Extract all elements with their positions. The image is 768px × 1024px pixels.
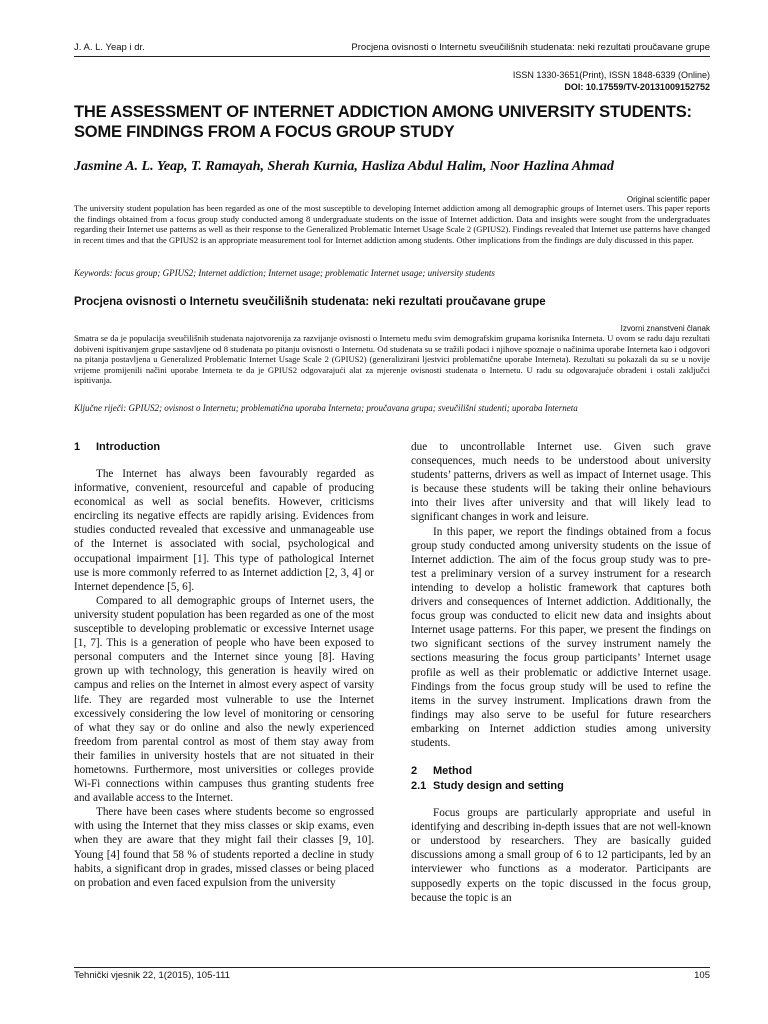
author-list: Jasmine A. L. Yeap, T. Ramayah, Sherah Kurnia, Hasliza Abdul Halim, Noor Hazlina Ahmad xyxy=(74,159,614,174)
paragraph: Focus groups are particularly appropriate and useful in identifying and describing in-depth issues that are not well-known or understood by researchers. They are basically guided discussions among a small group of 6 to 12 participants, led by an interviewer who functions as a moderator. Participants are supposedly experts on the topic discussed in the focus group, because the topic is an xyxy=(411,807,711,904)
paragraph: The Internet has always been favourably regarded as informative, convenient, resourceful and capable of producing economical as well as social benefits. However, criticisms encircling its negative effects are rapidly arising. Evidences from studies conducted revealed that excessive and unmanageable use of the Internet is associated with social, psychological and occupational impairment [1]. This type of pathological Internet use is more commonly referred to as Internet addiction [2, 3, 4] or Internet dependence [5, 6]. xyxy=(74,468,374,593)
croatian-title: Procjena ovisnosti o Internetu sveučilišnih studenata: neki rezultati proučavane grupe xyxy=(74,296,546,308)
header-rule xyxy=(74,56,710,57)
issn-block xyxy=(513,69,710,93)
header-authors: J. A. L. Yeap i dr. xyxy=(74,42,145,53)
paragraph: In this paper, we report the findings obtained from a focus group study conducted among university students on the issue of Internet addiction. The aim of the focus group study was to pre-test a preliminary version of a survey instrument for a research intending to develop a holistic framework that captures both drivers and consequences of Internet addiction. Additionally, the focus group was conducted to elicit new data and insights about Internet usage patterns. For this paper, we present the findings on two significant sections of the survey instrument namely the sections measuring the focus group participants’ Internet usage profile as well as their problematic or addictive Internet usage. Findings from the focus group study will be used to refine the items in the survey instrument. Implications drawn from the findings may also serve to be useful for future researchers embarking on Internet addiction studies among university students. xyxy=(411,525,711,749)
journal-citation: Tehnički vjesnik 22, 1(2015), 105-111 xyxy=(74,970,230,981)
header-running-title: Procjena ovisnosti o Internetu sveučilišnih studenata: neki rezultati proučavane grupe xyxy=(351,42,710,53)
keywords-en: Keywords: focus group; GPIUS2; Internet addiction; Internet usage; problematic Internet usage; university students xyxy=(74,268,495,278)
running-header xyxy=(74,42,710,56)
paragraph: There have been cases where students become so engrossed with using the Internet that they miss classes or skip exams, even when they are aware that they might fail their classes [9, 10]. Young [4] found that 58 % of students reported a decline in study habits, a significant drop in grades, missed classes or being placed on probation and even faced expulsion from the university xyxy=(74,806,374,889)
doi-line: DOI: 10.17559/TV-20131009152752 xyxy=(564,82,710,92)
keywords-hr: Ključne riječi: GPIUS2; ovisnost o Internetu; problematična uporaba Interneta; proučavana grupa; sveučilišni studenti; uporaba Interneta xyxy=(74,403,578,413)
subsection-heading-study-design: 2.1 Study design and setting xyxy=(411,780,564,793)
paper-type-en: Original scientific paper xyxy=(626,195,710,204)
section-heading-method: 2 Method xyxy=(411,765,473,778)
body-column-left xyxy=(74,440,374,890)
abstract-en: The university student population has been regarded as one of the most susceptible to developing Internet addiction among all demographic groups of Internet users. This paper reports the findings obtained from a focus group study conducted among 8 undergraduate students on the issue of Internet addiction. Data and insights were sought from the undergraduates regarding their Internet use patterns as well as their response to the Generalized Problematic Internet Usage Scale 2 (GPIUS2). Findings revealed that Internet use patterns have changed in recent times and that the GPIUS2 is an appropriate measurement tool for Internet addiction among students. Other implications from the findings are duly discussed in this paper. xyxy=(74,203,710,245)
paragraph: due to uncontrollable Internet use. Given such grave consequences, much needs to be understood about university students’ patterns, drivers as well as impact of Internet usage. This is because these students will be taking their online behaviours into their lives after university and that will likely lead to significant changes in work and leisure. xyxy=(411,441,711,524)
issn-line: ISSN 1330-3651(Print), ISSN 1848-6339 (Online) xyxy=(512,70,710,80)
paper-title: THE ASSESSMENT OF INTERNET ADDICTION AMONG UNIVERSITY STUDENTS: SOME FINDINGS FROM A FOCUS GROUP STUDY xyxy=(74,103,692,141)
footer-rule xyxy=(74,967,710,968)
paragraph: Compared to all demographic groups of Internet users, the university student population has been regarded as one of the most susceptible to developing problematic or excessive Internet usage [1, 7]. This is a generation of people who have been exposed to personal computers and the Internet since young [8]. Having grown up with technology, this generation is heavily wired on campus and relies on the Internet in almost every aspect of varsity life. They are regarded most vulnerable to use the Internet excessively considering the low level of monitoring or censoring of what they say or do online and also the newly experienced freedom from parental control as most of them stay away from their families in university hostels that are not situated in their hometowns. Furthermore, most universities or colleges provide Wi-Fi connections within campuses thus granting students free and available access to the Internet. xyxy=(74,594,374,805)
page-number: 105 xyxy=(694,970,710,981)
paper-type-hr: Izvorni znanstveni članak xyxy=(620,324,710,333)
body-column-right xyxy=(411,440,711,905)
section-heading-introduction: 1 Introduction xyxy=(74,441,161,453)
abstract-hr: Smatra se da je populacija sveučilišnih studenata najotvorenija za razvijanje ovisnosti o Internetu među svim demografskim grupama korisnika Interneta. U ovom se radu daju rezultati dobiveni ispitivanjem grupe sastavljene od 8 studenata po pitanju ovisnosti o Internetu. Od studenata su se tražili podaci i njihove spoznaje o načinima uporabe Interneta kao i odgovori na pitanja postavljena u Generalized Problematic Internet Usage Scale 2 (GPIUS2) (generalizirani ljestvici problematične uporabe Interneta). Rezultati su pokazali da su se u novije vrijeme promijenili načini uporabe Interneta te da je GPIUS2 odgovarajući alat za mjerenje ovisnosti studenata o Internetu. U radu su odgovarajuće obrađeni i ostali zaključci ispitivanja. xyxy=(74,333,710,386)
